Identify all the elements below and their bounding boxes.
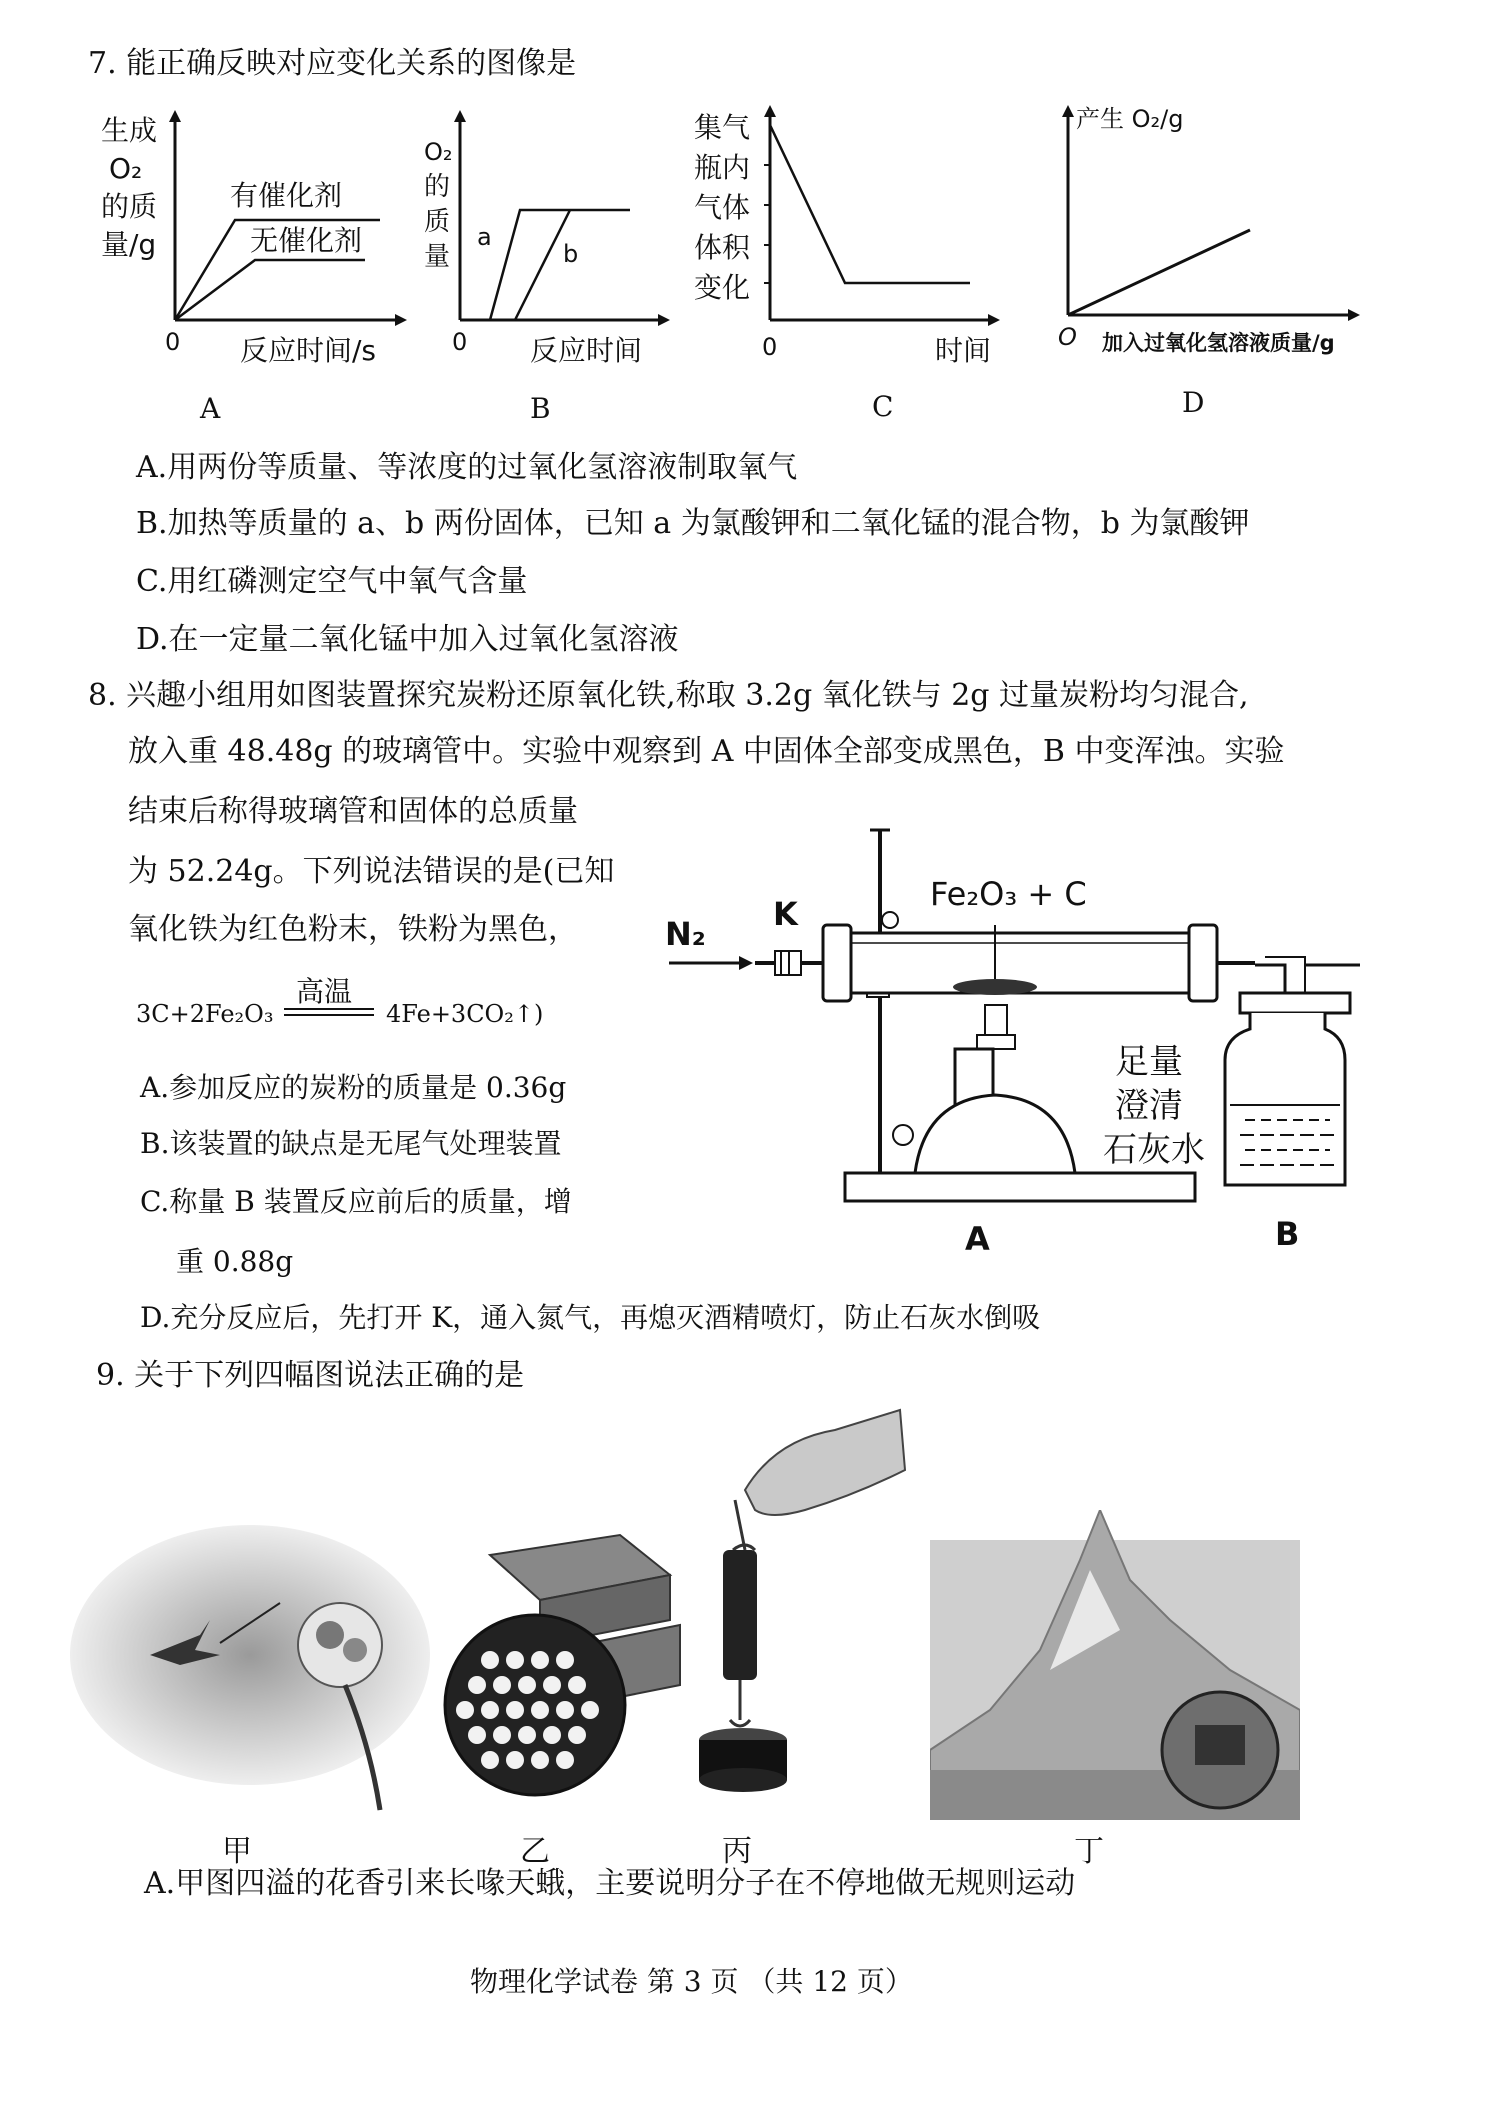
graph-b-label: B	[530, 392, 551, 425]
graph-a-curve-1: 有催化剂	[230, 179, 343, 212]
graph-b-ylabel-3: 质	[424, 207, 451, 237]
graph-d	[1050, 105, 1370, 375]
apparatus-valve-label: K	[773, 895, 798, 933]
q8-option-c-1: C.称量 B 装置反应前后的质量，增	[140, 1185, 572, 1218]
q7-option-b: B.加热等质量的 a、b 两份固体，已知 a 为氯酸钾和二氧化锰的混合物，b 为氯酸钾	[136, 506, 1250, 541]
picture-caption-jia: 甲	[222, 1834, 252, 1869]
apparatus-label-a: A	[965, 1220, 990, 1258]
graph-b-origin: 0	[452, 328, 468, 356]
graph-b-xlabel: 反应时间	[530, 334, 643, 367]
graph-d-origin: O	[1058, 323, 1077, 351]
graph-a	[95, 110, 415, 380]
graph-d-ylabel: 产生 O₂/g	[1076, 105, 1184, 133]
picture-caption-ding: 丁	[1074, 1834, 1104, 1869]
q7-option-d: D.在一定量二氧化锰中加入过氧化氢溶液	[136, 622, 679, 657]
graph-a-ylabel-3: 的质	[101, 190, 158, 223]
graph-c-xlabel: 时间	[935, 334, 992, 367]
apparatus-label-b: B	[1275, 1215, 1300, 1253]
graph-d-xlabel: 加入过氧化氢溶液质量/g	[1102, 331, 1335, 355]
graph-c-ylabel-1: 集气	[694, 111, 751, 144]
picture-ding	[930, 1510, 1300, 1820]
bottle-text-3: 石灰水	[1103, 1130, 1205, 1170]
graph-c-ylabel-4: 体积	[694, 231, 751, 264]
q9-option-a: A.甲图四溢的花香引来长喙天蛾，主要说明分子在不停地做无规则运动	[144, 1866, 1076, 1901]
bottle-text-1: 足量	[1115, 1042, 1183, 1082]
page-footer: 物理化学试卷 第 3 页 （共 12 页）	[470, 1965, 913, 1998]
graph-c	[690, 105, 1020, 380]
graph-b-curve-a: a	[477, 223, 492, 251]
q9-stem: 9. 关于下列四幅图说法正确的是	[96, 1358, 525, 1393]
q8-option-d: D.充分反应后，先打开 K，通入氮气，再熄灭酒精喷灯，防止石灰水倒吸	[140, 1301, 1041, 1334]
graph-a-ylabel-2: O₂	[109, 152, 143, 185]
graph-c-ylabel-5: 变化	[694, 271, 751, 304]
equation-left: 3C+2Fe₂O₃	[136, 1000, 274, 1028]
apparatus-reactants-label: Fe₂O₃ + C	[930, 875, 1087, 913]
graph-a-xlabel: 反应时间/s	[240, 334, 377, 367]
graph-a-ylabel-1: 生成	[101, 114, 158, 147]
q8-line-1: 8. 兴趣小组用如图装置探究炭粉还原氧化铁,称取 3.2g 氧化铁与 2g 过量炭粉均匀混合,	[88, 678, 1249, 713]
graph-b-curve-b: b	[563, 240, 579, 268]
graph-b-ylabel-2: 的	[424, 172, 451, 202]
equation-arrow	[284, 1008, 374, 1016]
graph-d-label: D	[1182, 386, 1205, 419]
picture-caption-yi: 乙	[520, 1834, 550, 1869]
equation-condition: 高温	[296, 975, 353, 1008]
q7-stem: 7. 能正确反映对应变化关系的图像是	[88, 46, 577, 81]
q8-option-c-2: 重 0.88g	[176, 1245, 294, 1278]
graph-a-ylabel-4: 量/g	[101, 228, 157, 261]
graph-a-curve-2: 无催化剂	[250, 224, 363, 257]
q8-line-5: 氧化铁为红色粉末，铁粉为黑色，	[128, 912, 578, 947]
q8-option-a: A.参加反应的炭粉的质量是 0.36g	[140, 1071, 567, 1104]
equation-right: 4Fe+3CO₂↑)	[386, 1000, 544, 1028]
bottle-text-2: 澄清	[1115, 1086, 1183, 1126]
graph-b	[420, 110, 680, 380]
q8-line-4: 为 52.24g。下列说法错误的是(已知	[128, 854, 615, 889]
apparatus-gas-label: N₂	[665, 915, 706, 953]
graph-b-ylabel-1: O₂	[424, 138, 453, 166]
graph-c-ylabel-3: 气体	[694, 191, 751, 224]
q8-line-3: 结束后称得玻璃管和固体的总质量	[128, 794, 578, 829]
graph-b-ylabel-4: 量	[424, 242, 451, 272]
apparatus-diagram	[655, 815, 1375, 1260]
q7-option-a: A.用两份等质量、等浓度的过氧化氢溶液制取氧气	[136, 450, 798, 485]
graph-c-ylabel-2: 瓶内	[694, 151, 751, 184]
graph-a-origin: 0	[165, 328, 181, 356]
q7-option-c: C.用红磷测定空气中氧气含量	[136, 564, 528, 599]
q8-line-2: 放入重 48.48g 的玻璃管中。实验中观察到 A 中固体全部变成黑色，B 中变浑浊。实验	[128, 734, 1285, 769]
graph-c-label: C	[872, 390, 894, 423]
picture-caption-bing: 丙	[722, 1834, 752, 1869]
picture-bing	[685, 1400, 915, 1820]
picture-yi	[430, 1495, 690, 1815]
graph-a-label: A	[200, 392, 221, 425]
q8-equation	[136, 975, 656, 1038]
q8-option-b: B.该装置的缺点是无尾气处理装置	[140, 1127, 562, 1160]
graph-c-origin: 0	[762, 333, 778, 361]
picture-jia	[70, 1525, 430, 1815]
